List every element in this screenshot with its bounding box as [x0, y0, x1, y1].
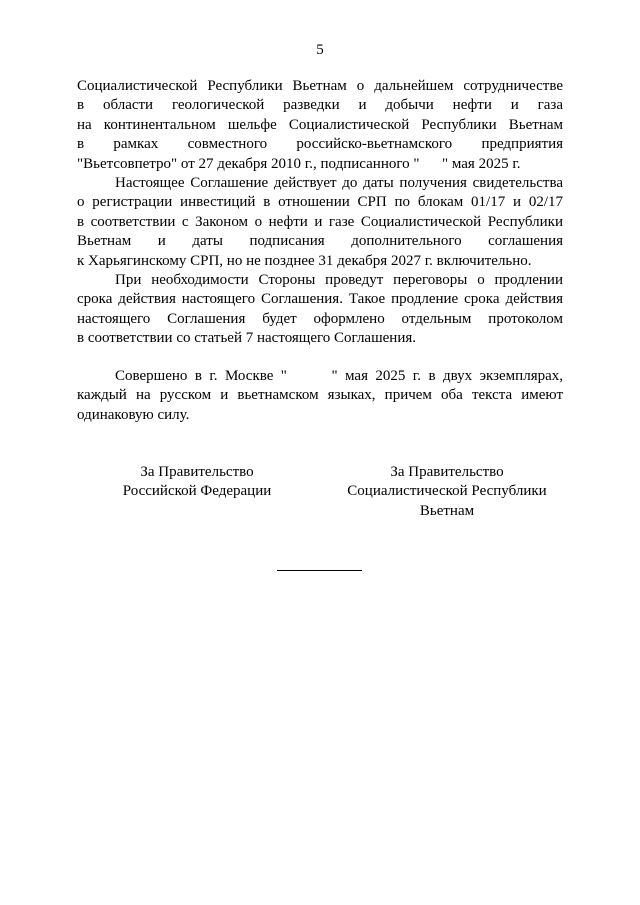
text-line: в соответствии со статьей 7 настоящего Соглашения.: [77, 330, 416, 347]
paragraph-4: [77, 367, 563, 425]
text-line: При необходимости Стороны проведут переговоры о продлении: [115, 272, 563, 289]
text-line: в области геологической разведки и добычи нефти и газа: [77, 97, 563, 114]
signature-line: Социалистической Республики: [347, 483, 547, 500]
text-line: в рамках совместного российско-вьетнамского предприятия: [77, 136, 563, 153]
document-body: [77, 77, 563, 425]
signature-line: За Правительство: [390, 464, 504, 480]
signature-vietnam: [332, 463, 562, 521]
text-line: Совершено в г. Москве " " мая 2025 г. в двух экземплярах,: [115, 367, 563, 384]
text-line: Настоящее Соглашение действует до даты получения свидетельства: [115, 175, 563, 192]
text-line: срока действия настоящего Соглашения. Такое продление срока действия: [77, 291, 563, 308]
text-line: настоящего Соглашения будет оформлено отдельным протоколом: [77, 310, 563, 327]
text-line: "Вьетсовпетро" от 27 декабря 2010 г., подписанного " " мая 2025 г.: [77, 155, 521, 172]
text-line: на континентальном шельфе Социалистической Республики Вьетнам: [77, 116, 563, 133]
signature-russia: [97, 463, 297, 502]
text-line: в соответствии с Законом о нефти и газе Социалистической Республики: [77, 213, 563, 230]
paragraph-3: [77, 271, 563, 349]
paragraph-1: [77, 77, 563, 174]
end-rule-divider: [277, 570, 362, 571]
text-line: каждый на русском и вьетнамском языках, причем оба текста имеют: [77, 387, 563, 404]
text-line: к Харьягинскому СРП, но не позднее 31 декабря 2027 г. включительно.: [77, 252, 532, 269]
text-line: одинаковую силу.: [77, 406, 190, 423]
text-line: Вьетнам и даты подписания дополнительного соглашения: [77, 233, 563, 250]
text-line: о регистрации инвестиций в отношении СРП по блокам 01/17 и 02/17: [77, 194, 563, 211]
page-number: 5: [316, 42, 324, 58]
signature-line: За Правительство: [140, 464, 254, 480]
paragraph-2: [77, 174, 563, 271]
signature-line: Вьетнам: [419, 502, 475, 519]
text-line: Социалистической Республики Вьетнам о дальнейшем сотрудничестве: [77, 78, 563, 94]
paragraph-spacer: [77, 349, 563, 367]
signature-line: Российской Федерации: [122, 483, 272, 500]
